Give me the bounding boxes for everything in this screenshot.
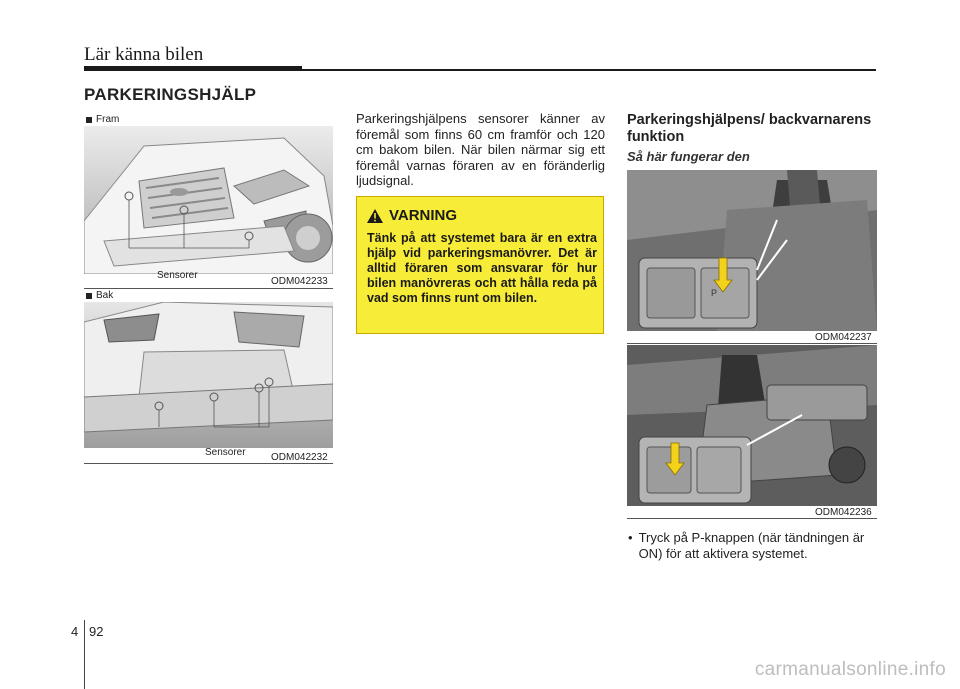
how-it-works-subheading: Så här fungerar den: [627, 149, 750, 164]
front-image-code: ODM042233: [271, 276, 328, 287]
front-car-image: [84, 126, 333, 274]
watermark-link[interactable]: carmanualsonline.info: [754, 659, 946, 680]
type-a-image-code: ODM042237: [815, 332, 872, 343]
bullet-dot-icon: •: [628, 530, 633, 545]
bullet-item: [628, 530, 878, 561]
page-number: 92: [89, 624, 104, 639]
header-rule-thin: [302, 69, 876, 71]
function-heading: Parkeringshjälpens/ backvarnarens funktion: [627, 112, 872, 145]
rear-sensor-callout: Sensorer: [205, 447, 246, 458]
intro-paragraph: Parkeringshjälpens sensorer känner av föremål som finns 60 cm framför och 120 cm bakom bilen. När bilen närmar sig ett föremål varnas föraren av en föränderlig ljudsignal.: [356, 111, 605, 188]
type-b-image-code: ODM042236: [815, 507, 872, 518]
square-bullet-icon: [86, 293, 92, 299]
chapter-number: 4: [71, 624, 79, 639]
type-a-console-image: [627, 170, 877, 331]
rear-image-code: ODM042232: [271, 452, 328, 463]
rear-image-label: [86, 290, 113, 301]
front-label-text: Fram: [96, 114, 120, 125]
footer-rule: [84, 620, 85, 689]
warning-text: Tänk på att systemet bara är en extra hjälp vid parkeringsmanövrer. Det är alltid föraren som ansvarar för hur bilen manövreras och att hålla reda på vad som finns runt om bilen.: [367, 231, 597, 305]
chapter-title: Lär känna bilen: [84, 44, 204, 65]
front-image-label: [86, 114, 119, 125]
front-caption-rule: [84, 288, 333, 289]
header-rule-thick: [84, 66, 302, 71]
bullet-text: Tryck på P-knappen (när tändningen är ON) för att aktivera systemet.: [638, 530, 865, 561]
warning-triangle-icon: [367, 209, 383, 223]
section-title: PARKERINGSHJÄLP: [84, 85, 257, 104]
warning-title: VARNING: [389, 207, 458, 224]
type-b-caption-rule: [627, 518, 877, 519]
warning-box: [356, 196, 604, 334]
square-bullet-icon: [86, 117, 92, 123]
rear-car-image: [84, 302, 333, 448]
rear-label-text: Bak: [96, 290, 114, 301]
rear-caption-rule: [84, 463, 333, 464]
front-sensor-callout: Sensorer: [157, 270, 198, 281]
svg-text:P: P: [711, 288, 718, 298]
type-a-caption-rule: [627, 343, 877, 344]
type-b-console-image: [627, 345, 877, 506]
